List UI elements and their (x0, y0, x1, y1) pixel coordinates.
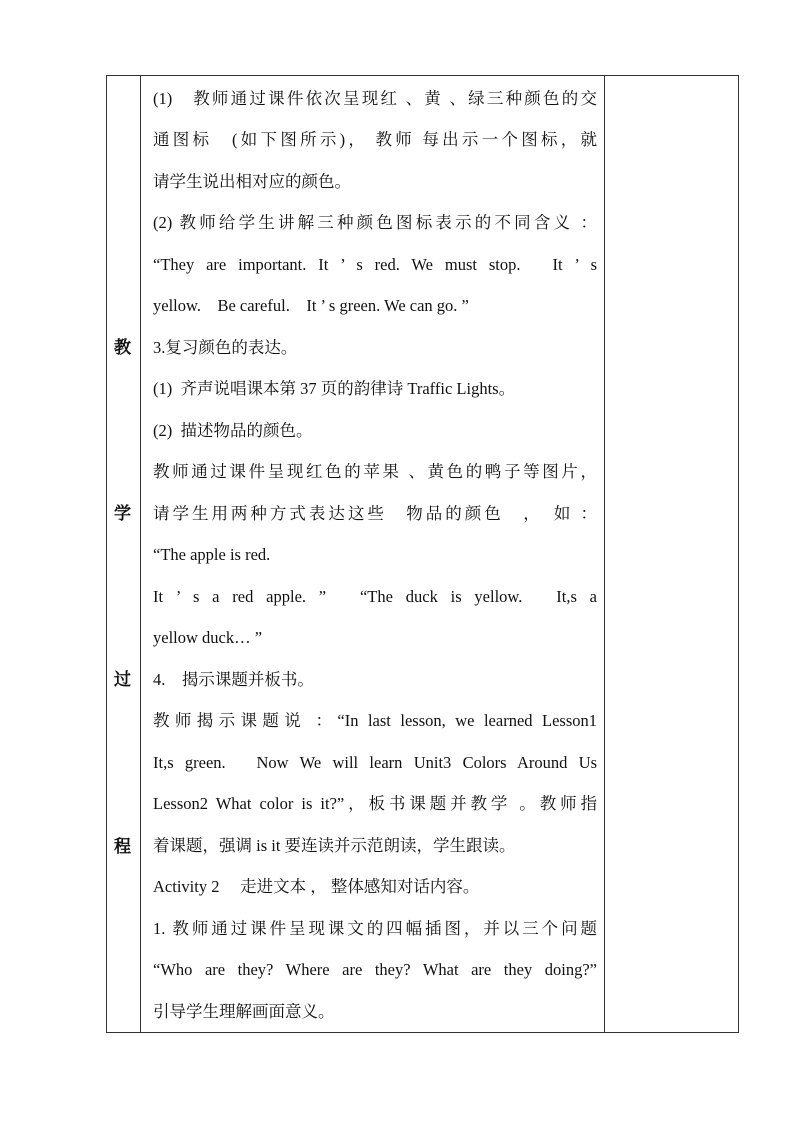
content-line: 教师揭示课题说 ：“In last lesson, we learned Lesson1 (153, 711, 597, 730)
side-label-char: 程 (114, 837, 131, 857)
content-line: “They are important. It ’ s red. We must stop. It ’ s (153, 255, 597, 274)
content-line: yellow. Be careful. It ’ s green. We can go. ” (153, 296, 469, 315)
content-line: It,s green. Now We will learn Unit3 Colors Around Us (153, 753, 597, 772)
content-line: “The apple is red. (153, 545, 271, 564)
content-line: 1. 教师通过课件呈现课文的四幅插图，并以三个问题 (153, 919, 597, 938)
content-line: 通图标 (如下图所示)， 教师 每出示一个图标，就 (153, 130, 597, 149)
content-line: (2) 描述物品的颜色。 (153, 421, 313, 440)
content-line: 请学生用两种方式表达这些 物品的颜色 ， 如 ： (153, 504, 597, 523)
content-line: 4. 揭示课题并板书。 (153, 670, 314, 689)
column-divider-right (604, 76, 605, 1032)
content-line: 引导学生理解画面意义。 (153, 1002, 335, 1021)
content-line: yellow duck… ” (153, 628, 263, 647)
content-line: It ’ s a red apple. ” “The duck is yellow. It,s a (153, 587, 597, 606)
column-divider-left (140, 76, 141, 1032)
content-line: (2) 教师给学生讲解三种颜色图标表示的不同含义 ： (153, 213, 597, 232)
side-label-char: 教 (114, 338, 131, 358)
content-line: Lesson2 What color is it?”，板书课题并教学 。教师指 (153, 794, 597, 813)
content-line: 请学生说出相对应的颜色。 (153, 172, 351, 191)
content-line: (1) 教师通过课件依次呈现红 、黄 、绿三种颜色的交 (153, 89, 597, 108)
content-line: “Who are they? Where are they? What are they doing?” (153, 960, 597, 979)
side-label-char: 过 (114, 670, 131, 690)
content-line: 教师通过课件呈现红色的苹果 、黄色的鸭子等图片， (153, 462, 597, 481)
content-line: 3.复习颜色的表达。 (153, 338, 298, 357)
side-label-char: 学 (114, 504, 131, 524)
content-line: (1) 齐声说唱课本第 37 页的韵律诗 Traffic Lights。 (153, 379, 516, 398)
content-line: 着课题，强调 is it 要连读并示范朗读，学生跟读。 (153, 836, 516, 855)
content-line: Activity 2 走进文本 ， 整体感知对话内容。 (153, 877, 480, 896)
